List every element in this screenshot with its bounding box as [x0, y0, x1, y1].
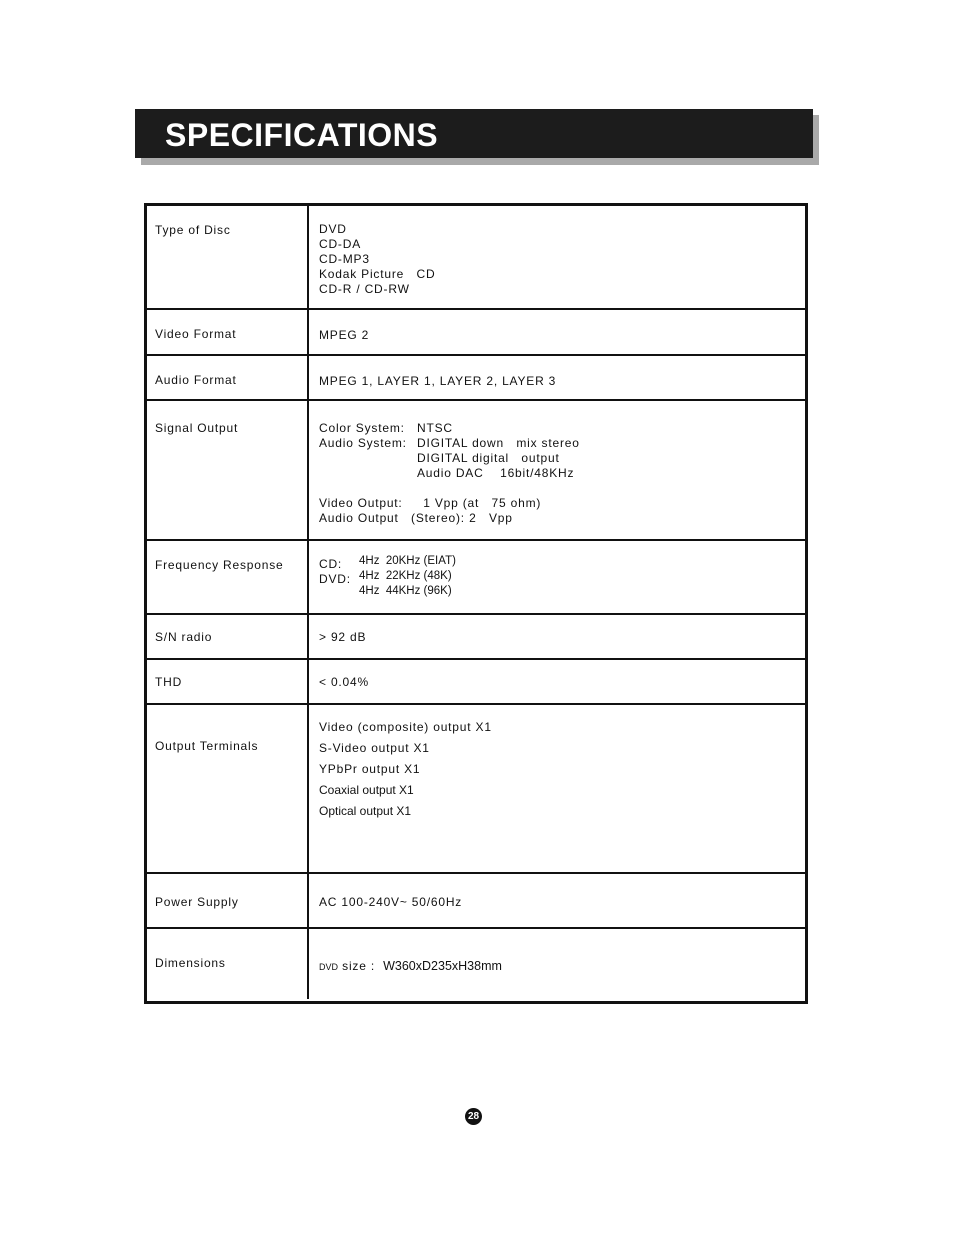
color-system-value: NTSC — [417, 421, 453, 435]
output-terminal: S-Video output X1 — [319, 741, 430, 755]
cd-key: CD: — [319, 557, 343, 571]
specifications-table — [144, 203, 808, 1004]
spec-label: THD — [147, 660, 309, 703]
audio-system-value: Audio DAC 16bit/48KHz — [417, 466, 575, 480]
dvd-key: DVD: — [319, 572, 351, 586]
spec-row-sn-ratio — [147, 613, 805, 658]
spec-label: Power Supply — [147, 874, 309, 927]
title-banner — [135, 109, 813, 158]
spec-label: Audio Format — [147, 356, 309, 399]
spec-label: Dimensions — [147, 929, 309, 999]
spec-row-thd — [147, 658, 805, 703]
spec-value: < 0.04% — [319, 675, 369, 689]
dimensions-value: W360xD235xH38mm — [383, 959, 502, 973]
spec-label: Type of Disc — [147, 206, 309, 308]
audio-output: Audio Output (Stereo): 2 Vpp — [319, 511, 513, 525]
spec-value — [309, 705, 805, 872]
audio-system-value: DIGITAL down mix stereo — [417, 436, 580, 450]
frequency-value: 4Hz 20KHz (EIAT) — [359, 555, 456, 567]
disc-type: DVD — [319, 222, 347, 236]
output-terminal: YPbPr output X1 — [319, 762, 421, 776]
spec-row-power-supply — [147, 872, 805, 927]
spec-value: > 92 dB — [319, 630, 367, 644]
blank-key — [319, 466, 417, 481]
audio-system-extra — [319, 451, 805, 466]
disc-type: CD-MP3 — [319, 252, 370, 266]
spec-value: AC 100-240V~ 50/60Hz — [319, 895, 463, 909]
spec-value: MPEG 1, LAYER 1, LAYER 2, LAYER 3 — [319, 374, 557, 388]
spec-row-frequency-response — [147, 539, 805, 613]
spec-value — [309, 929, 805, 1001]
spec-row-audio-format — [147, 354, 805, 399]
output-terminal: Video (composite) output X1 — [319, 720, 492, 734]
spec-label: Video Format — [147, 310, 309, 354]
page-number-badge: 28 — [465, 1108, 482, 1125]
spec-row-dimensions — [147, 927, 805, 1001]
spec-label: Frequency Response — [147, 541, 309, 613]
dimensions-size-label: size : — [342, 959, 375, 973]
spacer — [319, 481, 805, 496]
spec-label: S/N radio — [147, 615, 309, 658]
frequency-value: 4Hz 22KHz (48K) — [359, 570, 452, 582]
spec-value — [309, 541, 805, 613]
audio-system-value: DIGITAL digital output — [417, 451, 560, 465]
page-title: SPECIFICATIONS — [165, 117, 439, 153]
spec-value — [309, 401, 805, 539]
video-output: Video Output: 1 Vpp (at 75 ohm) — [319, 496, 542, 510]
frequency-value: 4Hz 44KHz (96K) — [359, 585, 452, 597]
color-system — [319, 421, 805, 436]
spec-row-output-terminals — [147, 703, 805, 872]
disc-type: Kodak Picture CD — [319, 267, 436, 281]
spec-row-signal-output — [147, 399, 805, 539]
audio-system — [319, 436, 805, 451]
disc-type: CD-R / CD-RW — [319, 282, 410, 296]
spec-value: MPEG 2 — [319, 328, 370, 342]
dimensions-prefix: DVD — [319, 962, 339, 972]
output-terminal: Optical output X1 — [319, 804, 412, 818]
color-system-key: Color System: — [319, 421, 405, 435]
frequency-values — [359, 554, 456, 613]
audio-system-key: Audio System: — [319, 436, 407, 450]
spec-row-disc — [147, 206, 805, 308]
audio-system-extra — [319, 466, 805, 481]
spec-label: Signal Output — [147, 401, 309, 539]
spec-value — [309, 206, 805, 308]
spec-row-video-format — [147, 308, 805, 354]
frequency-keys — [319, 557, 359, 613]
output-terminal: Coaxial output X1 — [319, 783, 414, 797]
blank-key — [319, 451, 417, 466]
spec-label: Output Terminals — [147, 705, 309, 872]
disc-type: CD-DA — [319, 237, 361, 251]
